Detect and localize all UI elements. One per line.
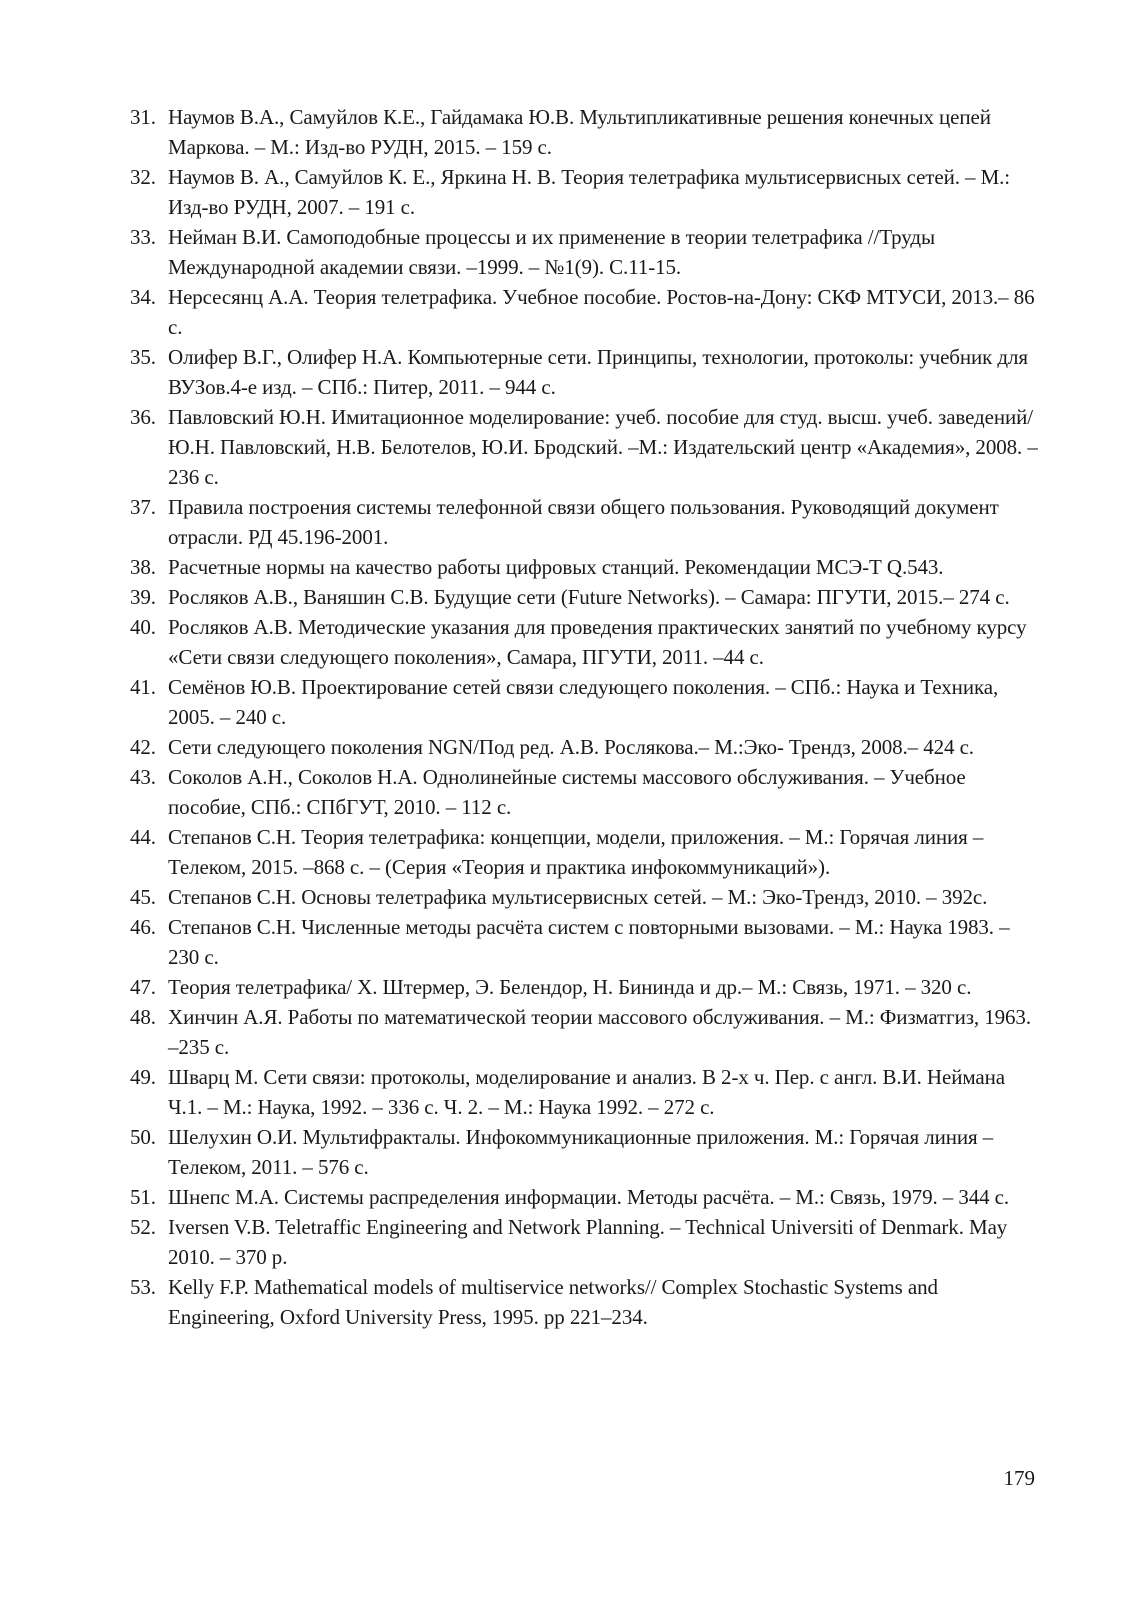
reference-number: 46. — [130, 915, 156, 939]
reference-text: Степанов С.Н. Основы телетрафика мультисервисных сетей. – М.: Эко-Трендз, 2010. – 392с. — [168, 885, 988, 909]
reference-number: 43. — [130, 765, 156, 789]
reference-number: 45. — [130, 885, 156, 909]
reference-text: Kelly F.P. Mathematical models of multiservice networks// Complex Stochastic Systems and Engineering, Oxford University Press, 1995. pp 221–234. — [168, 1275, 938, 1329]
reference-number: 36. — [130, 405, 156, 429]
reference-text: Росляков А.В., Ваняшин С.В. Будущие сети (Future Networks). – Самара: ПГУТИ, 2015.– 274 с. — [168, 585, 1010, 609]
reference-text: Теория телетрафика/ Х. Штермер, Э. Белендор, Н. Бининда и др.– М.: Связь, 1971. – 320 с. — [168, 975, 972, 999]
reference-item — [130, 1002, 1040, 1062]
reference-number: 53. — [130, 1275, 156, 1299]
reference-text: Наумов В. А., Самуйлов К. Е., Яркина Н. В. Теория телетрафика мультисервисных сетей. – М.: Изд-во РУДН, 2007. – 191 с. — [168, 165, 1011, 219]
reference-number: 32. — [130, 165, 156, 189]
reference-text: Сети следующего поколения NGN/Под ред. А.В. Рослякова.– М.:Эко- Трендз, 2008.– 424 с. — [168, 735, 974, 759]
reference-number: 50. — [130, 1125, 156, 1149]
reference-item — [130, 342, 1040, 402]
reference-text: Хинчин А.Я. Работы по математической теории массового обслуживания. – М.: Физматгиз, 1963. –235 с. — [168, 1005, 1031, 1059]
reference-text: Олифер В.Г., Олифер Н.А. Компьютерные сети. Принципы, технологии, протоколы: учебник для ВУЗов.4-е изд. – СПб.: Питер, 2011. – 944 с. — [168, 345, 1028, 399]
reference-number: 31. — [130, 105, 156, 129]
reference-text: Шнепс М.А. Системы распределения информации. Методы расчёта. – М.: Связь, 1979. – 344 с. — [168, 1185, 1010, 1209]
reference-item — [130, 1062, 1040, 1122]
reference-number: 34. — [130, 285, 156, 309]
reference-number: 40. — [130, 615, 156, 639]
reference-number: 38. — [130, 555, 156, 579]
reference-item — [130, 282, 1040, 342]
reference-text: Наумов В.А., Самуйлов К.Е., Гайдамака Ю.В. Мультипликативные решения конечных цепей Маркова. – М.: Изд-во РУДН, 2015. – 159 с. — [168, 105, 991, 159]
reference-text: Расчетные нормы на качество работы цифровых станций. Рекомендации МСЭ-Т Q.543. — [168, 555, 944, 579]
reference-item — [130, 1182, 1040, 1212]
reference-number: 37. — [130, 495, 156, 519]
reference-item — [130, 882, 1040, 912]
reference-item — [130, 672, 1040, 732]
reference-text: Росляков А.В. Методические указания для проведения практических занятий по учебному курсу «Сети связи следующего поколения», Самара, ПГУТИ, 2011. –44 с. — [168, 615, 1027, 669]
reference-item — [130, 222, 1040, 282]
reference-number: 52. — [130, 1215, 156, 1239]
reference-number: 41. — [130, 675, 156, 699]
reference-text: Степанов С.Н. Численные методы расчёта систем с повторными вызовами. – М.: Наука 1983. – 230 с. — [168, 915, 1010, 969]
reference-text: Семёнов Ю.В. Проектирование сетей связи следующего поколения. – СПб.: Наука и Техника, 2005. – 240 с. — [168, 675, 999, 729]
reference-item — [130, 912, 1040, 972]
reference-item — [130, 732, 1040, 762]
reference-item — [130, 1272, 1040, 1332]
reference-item — [130, 612, 1040, 672]
reference-text: Соколов А.Н., Соколов Н.А. Однолинейные системы массового обслуживания. – Учебное пособие, СПб.: СПбГУТ, 2010. – 112 с. — [168, 765, 966, 819]
reference-item — [130, 822, 1040, 882]
reference-item — [130, 582, 1040, 612]
reference-number: 33. — [130, 225, 156, 249]
reference-item — [130, 1212, 1040, 1272]
reference-number: 51. — [130, 1185, 156, 1209]
reference-text: Правила построения системы телефонной связи общего пользования. Руководящий документ отрасли. РД 45.196-2001. — [168, 495, 999, 549]
reference-number: 44. — [130, 825, 156, 849]
reference-list — [130, 102, 1040, 1332]
reference-item — [130, 162, 1040, 222]
reference-text: Iversen V.B. Teletraffic Engineering and Network Planning. – Technical Universiti of Denmark. May 2010. – 370 p. — [168, 1215, 1008, 1269]
reference-item — [130, 1122, 1040, 1182]
page-number: 179 — [1003, 1466, 1035, 1490]
reference-item — [130, 762, 1040, 822]
reference-number: 47. — [130, 975, 156, 999]
reference-text: Степанов С.Н. Теория телетрафика: концепции, модели, приложения. – М.: Горячая линия – Телеком, 2015. –868 с. – (Серия «Теория и практика инфокоммуникаций»). — [168, 825, 984, 879]
reference-text: Павловский Ю.Н. Имитационное моделирование: учеб. пособие для студ. высш. учеб. заведений/ Ю.Н. Павловский, Н.В. Белотелов, Ю.И. Бродский. –М.: Издательский центр «Академия», 2008. – 236 с. — [168, 405, 1038, 489]
reference-number: 49. — [130, 1065, 156, 1089]
reference-number: 35. — [130, 345, 156, 369]
reference-number: 39. — [130, 585, 156, 609]
reference-text: Шелухин О.И. Мультифракталы. Инфокоммуникационные приложения. М.: Горячая линия – Телеком, 2011. – 576 с. — [168, 1125, 994, 1179]
reference-item — [130, 492, 1040, 552]
reference-text: Шварц М. Сети связи: протоколы, моделирование и анализ. В 2-х ч. Пер. с англ. В.И. Неймана Ч.1. – М.: Наука, 1992. – 336 с. Ч. 2. – М.: Наука 1992. – 272 с. — [168, 1065, 1005, 1119]
reference-text: Нерсесянц А.А. Теория телетрафика. Учебное пособие. Ростов-на-Дону: СКФ МТУСИ, 2013.– 86 с. — [168, 285, 1035, 339]
reference-item — [130, 102, 1040, 162]
reference-text: Нейман В.И. Самоподобные процессы и их применение в теории телетрафика //Труды Международной академии связи. –1999. – №1(9). С.11-15. — [168, 225, 935, 279]
reference-item — [130, 402, 1040, 492]
reference-item — [130, 972, 1040, 1002]
reference-number: 42. — [130, 735, 156, 759]
reference-number: 48. — [130, 1005, 156, 1029]
reference-item — [130, 552, 1040, 582]
